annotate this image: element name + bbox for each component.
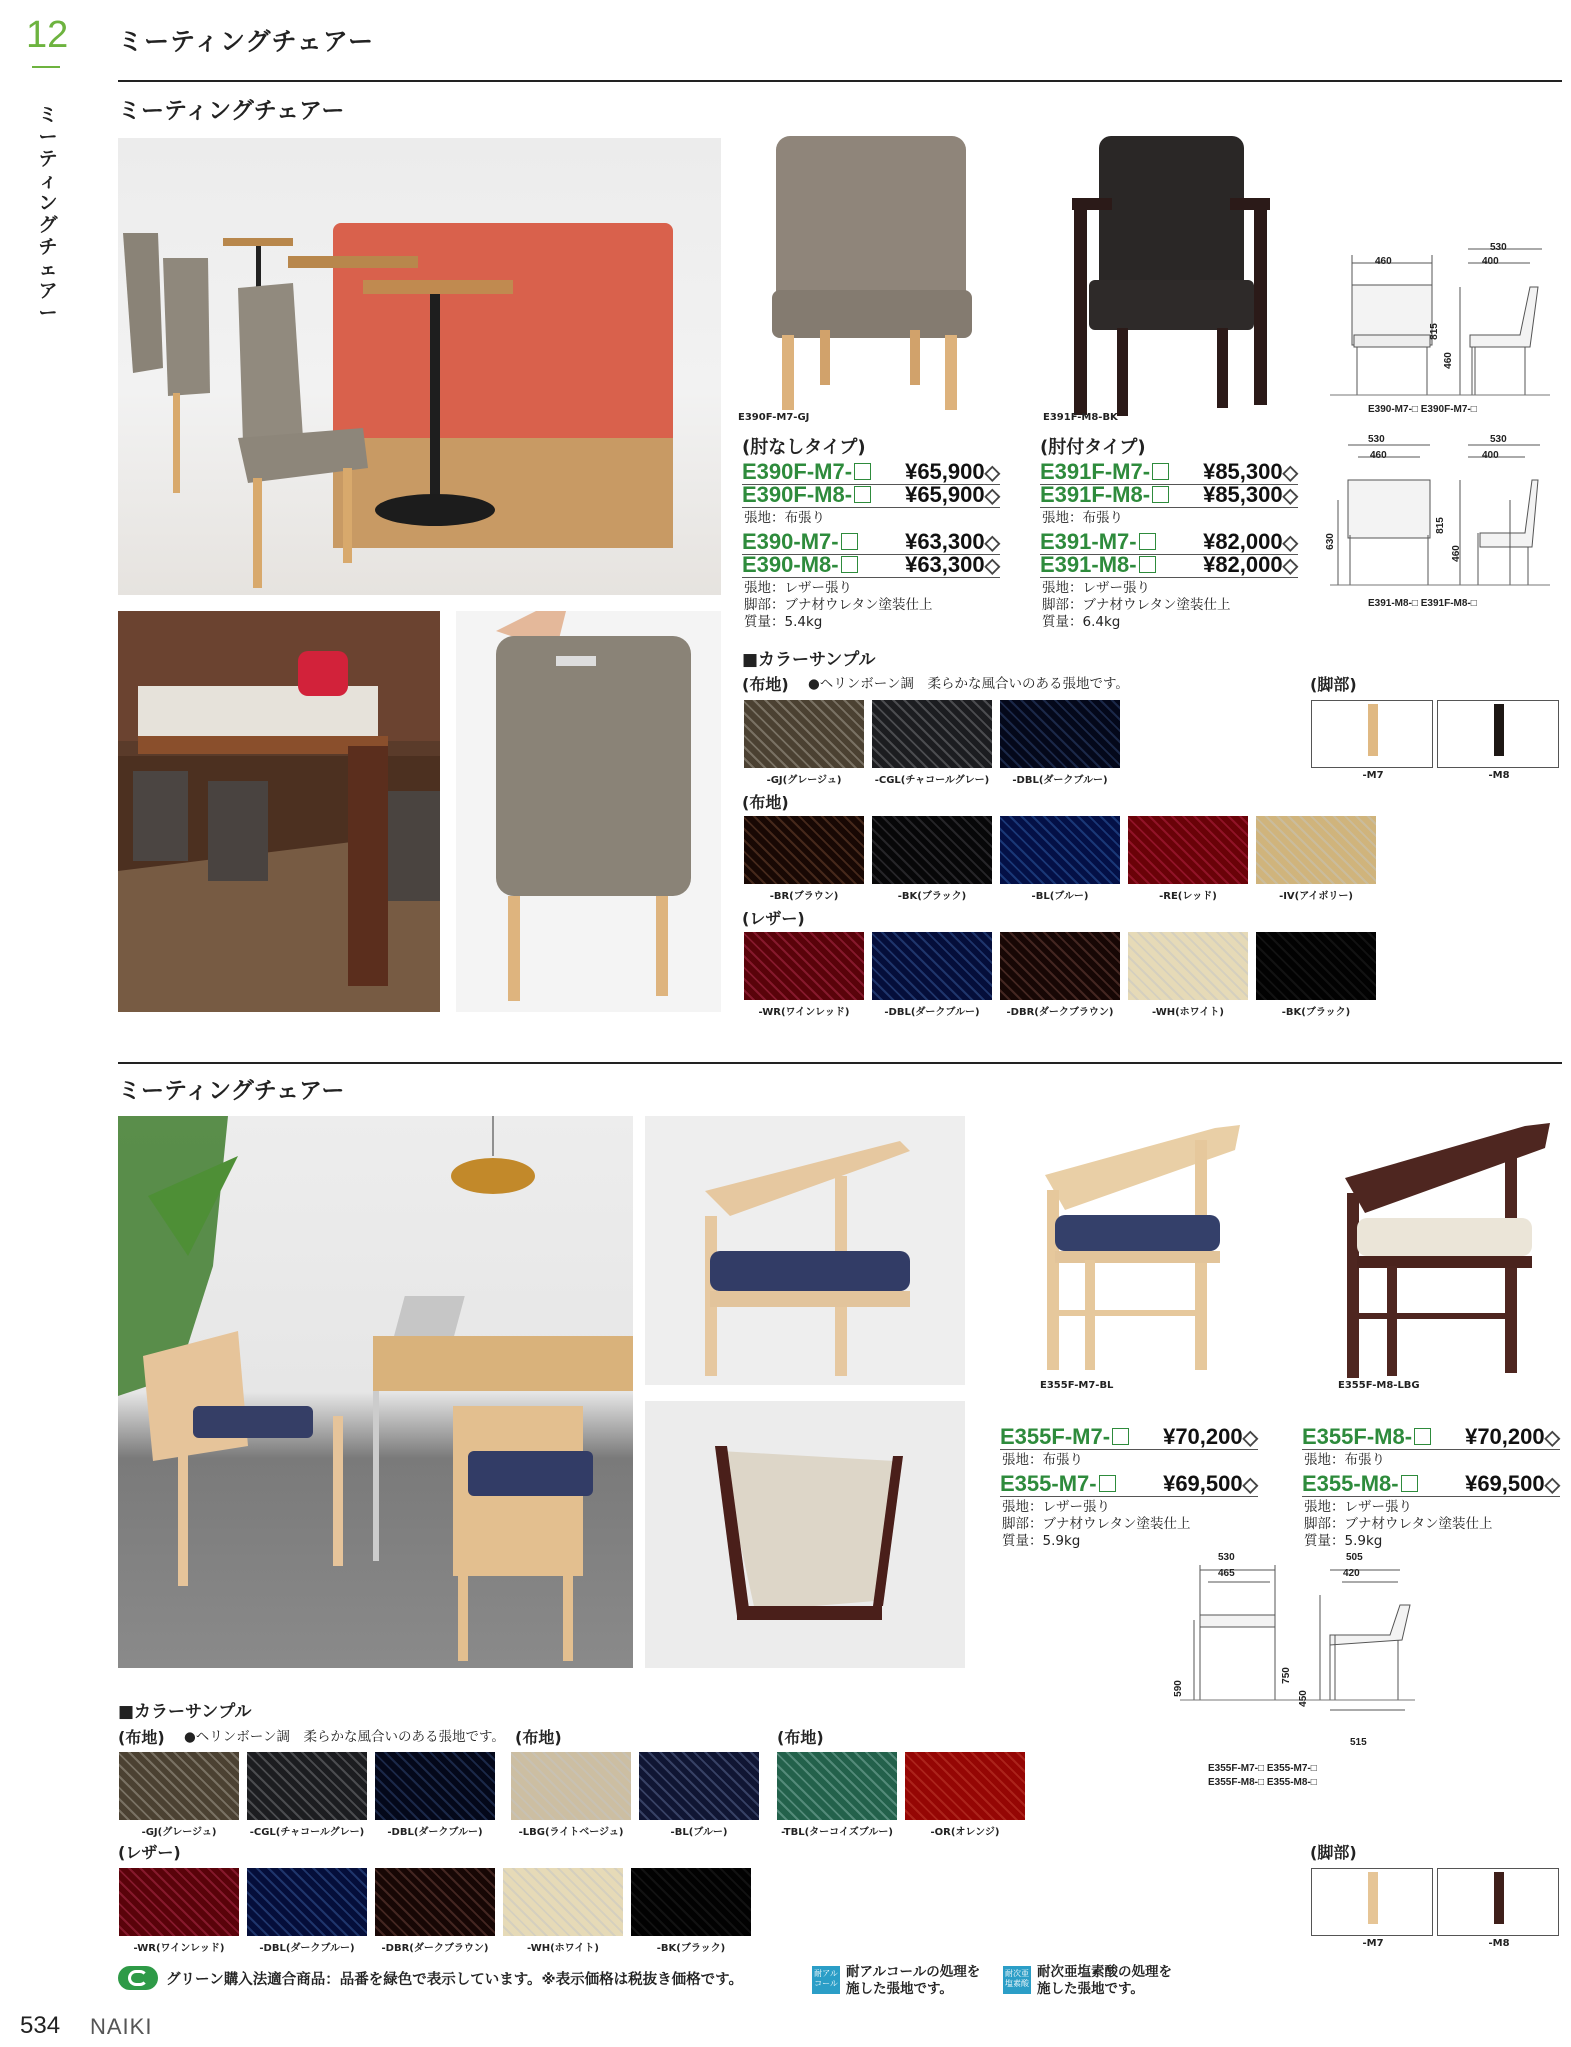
product-image-e390f [760,130,985,410]
color-swatch [872,932,992,1000]
page-number: 534 [20,2012,61,2039]
color-swatch [1000,932,1120,1000]
swatch-label: -WH(ホワイト) [527,1943,599,1954]
swatch-label: -DBL(ダークブルー) [1012,775,1108,786]
price-line: E355F-M7- ¥70,200◇ [1000,1424,1258,1449]
diagram-caption: E391-M8-□ E391F-M8-□ [1368,598,1477,609]
fabric-heading: (布地) [777,1728,824,1747]
color-swatch [119,1868,239,1936]
chair-top-detail-photo [645,1401,965,1668]
swatch-label: -CGL(チャコールグレー) [249,1827,365,1838]
price-line: E355F-M8- ¥70,200◇ [1302,1424,1560,1449]
alcohol-resistant-icon: 耐アル コール [812,1966,840,1994]
dimension-diagrams-1 [1320,235,1560,610]
material-note: 張地：布張り [1304,1452,1385,1468]
swatch-label: -GJ(グレージュ) [766,775,842,786]
diagram-caption: E355F-M7-□ E355-M7-□ [1208,1763,1317,1774]
color-swatch [1000,816,1120,884]
dim-label: 400 [1482,450,1499,461]
hypochlorous-resistant-note: 耐次亜塩素酸の処理を 施した張地です。 [1037,1964,1172,1997]
product-image-e355f-m7 [1035,1120,1245,1375]
leg-finish-sample [1311,1868,1433,1936]
swatch-label: -GJ(グレージュ) [141,1827,217,1838]
spec-note: 張地：レザー張り 脚部：ブナ材ウレタン塗装仕上 質量：5.4kg [744,580,933,630]
fabric-heading: (布地) [742,675,789,694]
dim-label: 460 [1442,352,1454,369]
swatch-label: -DBL(ダークブルー) [259,1943,355,1954]
price-line: E390F-M8- ¥65,900◇ [742,482,1000,507]
dim-label: 460 [1370,450,1387,461]
alcohol-resistant-note: 耐アルコールの処理を 施した張地です。 [846,1964,981,1997]
brand-name: NAIKI [90,2014,153,2039]
product-caption: E390F-M7-GJ [738,412,810,423]
color-swatch [639,1752,759,1820]
material-note: 張地：布張り [744,510,825,526]
swatch-label: -BL(ブルー) [1031,891,1089,902]
color-swatch [1128,816,1248,884]
swatch-label: -LBG(ライトベージュ) [518,1827,624,1838]
price-line: E391F-M8- ¥85,300◇ [1040,482,1298,507]
color-swatch [1000,700,1120,768]
dim-label: 530 [1218,1552,1235,1563]
swatch-label: -BK(ブラック) [1281,1007,1351,1018]
leg-label: -M8 [1488,1938,1510,1949]
fabric-heading: (布地) [515,1728,562,1747]
leather-heading: (レザー) [118,1843,181,1862]
color-swatch [1128,932,1248,1000]
hypochlorous-resistant-icon: 耐次亜 塩素酸 [1003,1966,1031,1994]
dim-label: 515 [1350,1737,1367,1748]
price-line: E391F-M7- ¥85,300◇ [1040,459,1298,484]
leg-label: -M8 [1488,770,1510,781]
dim-label: 815 [1428,323,1440,340]
color-swatch [631,1868,751,1936]
color-swatch [744,816,864,884]
price-line: E390F-M7- ¥65,900◇ [742,459,1000,484]
leg-label: -M7 [1362,1938,1384,1949]
dim-label: 465 [1218,1568,1235,1579]
swatch-label: -WH(ホワイト) [1152,1007,1224,1018]
leg-finish-sample [1437,700,1559,768]
chair-side-detail-photo [645,1116,965,1385]
color-sample-heading: ■カラーサンプル [118,1702,252,1722]
swatch-label: -TBL(ターコイズブルー) [781,1827,893,1838]
swatch-label: -DBL(ダークブルー) [387,1827,483,1838]
color-swatch [872,700,992,768]
material-note: 張地：布張り [1042,510,1123,526]
section1-title: ミーティングチェアー [118,98,345,124]
color-swatch [744,932,864,1000]
chapter-number: 12 [26,14,69,56]
lounge-scene-photo [118,138,721,595]
price-line: E355-M7- ¥69,500◇ [1000,1471,1258,1496]
legs-heading: (脚部) [1310,675,1357,694]
color-swatch [247,1752,367,1820]
swatch-label: -BL(ブルー) [670,1827,728,1838]
dim-label: 530 [1368,434,1385,445]
leg-swatch [1368,1872,1378,1924]
color-swatch [247,1868,367,1936]
office-desk-photo [118,611,440,1012]
product-caption: E355F-M7-BL [1040,1380,1114,1391]
color-swatch [905,1752,1025,1820]
leather-heading: (レザー) [742,909,805,928]
type-label-armless: (肘なしタイプ) [742,437,866,458]
price-line: E355-M8- ¥69,500◇ [1302,1471,1560,1496]
leg-label: -M7 [1362,770,1384,781]
color-swatch [375,1868,495,1936]
fabric-description: ●ヘリンボーン調 柔らかな風合いのある張地です。 [808,676,1129,692]
dim-label: 505 [1346,1552,1363,1563]
green-purchase-icon-mark [128,1970,148,1986]
material-note: 張地：布張り [1002,1452,1083,1468]
fabric-heading: (布地) [742,793,789,812]
dimension-diagram-2 [1170,1550,1420,1750]
chair-back-handle-photo [456,611,721,1012]
product-image-e391f [1062,130,1282,420]
leg-swatch [1494,704,1504,756]
dim-label: 590 [1172,1680,1184,1697]
color-sample-heading: ■カラーサンプル [742,650,876,670]
color-swatch [1256,932,1376,1000]
dim-label: 460 [1375,256,1392,267]
color-swatch [511,1752,631,1820]
fabric-heading: (布地) [118,1728,165,1747]
swatch-label: -RE(レッド) [1159,891,1217,902]
leg-finish-sample [1311,700,1433,768]
color-swatch [777,1752,897,1820]
product-caption: E391F-M8-BK [1043,412,1118,423]
section-rule [118,1062,1562,1064]
swatch-label: -IV(アイボリー) [1279,891,1353,902]
price-line: E390-M8- ¥63,300◇ [742,552,1000,577]
dim-label: 750 [1280,1667,1292,1684]
meeting-room-photo [118,1116,633,1668]
price-line: E391-M7- ¥82,000◇ [1040,529,1298,554]
diagram-caption: E390-M7-□ E390F-M7-□ [1368,404,1477,415]
dim-label: 530 [1490,434,1507,445]
swatch-label: -WR(ワインレッド) [133,1943,225,1954]
chapter-accent-line [32,66,60,68]
color-swatch [503,1868,623,1936]
leg-finish-sample [1437,1868,1559,1936]
product-image-e355f-m8 [1335,1118,1560,1380]
product-caption: E355F-M8-LBG [1338,1380,1420,1391]
swatch-label: -BR(ブラウン) [769,891,839,902]
leg-swatch [1494,1872,1504,1924]
dim-label: 450 [1297,1690,1309,1707]
swatch-label: -DBR(ダークブラウン) [381,1943,489,1954]
leg-swatch [1368,704,1378,756]
spec-note: 張地：レザー張り 脚部：ブナ材ウレタン塗装仕上 質量：6.4kg [1042,580,1231,630]
swatch-label: -WR(ワインレッド) [758,1007,850,1018]
dim-label: 420 [1343,1568,1360,1579]
section-rule [118,80,1562,82]
green-purchase-note: グリーン購入法適合商品：品番を緑色で表示しています。※表示価格は税抜き価格です。 [166,1972,743,1988]
dim-label: 460 [1450,545,1462,562]
swatch-label: -DBL(ダークブルー) [884,1007,980,1018]
legs-heading: (脚部) [1310,1843,1357,1862]
type-label-arm: (肘付タイプ) [1040,437,1146,458]
price-line: E391-M8- ¥82,000◇ [1040,552,1298,577]
dim-label: 630 [1324,533,1336,550]
swatch-label: -OR(オレンジ) [930,1827,1000,1838]
color-swatch [119,1752,239,1820]
chapter-label: ミーティングチェアー [38,104,58,324]
dim-label: 400 [1482,256,1499,267]
page-title: ミーティングチェアー [118,27,375,56]
diagram-caption: E355F-M8-□ E355-M8-□ [1208,1777,1317,1788]
dim-label: 815 [1434,517,1446,534]
color-swatch [375,1752,495,1820]
section2-title: ミーティングチェアー [118,1078,345,1104]
spec-note: 張地：レザー張り 脚部：ブナ材ウレタン塗装仕上 質量：5.9kg [1304,1499,1493,1549]
color-swatch [872,816,992,884]
color-swatch [744,700,864,768]
price-line: E390-M7- ¥63,300◇ [742,529,1000,554]
swatch-label: -BK(ブラック) [656,1943,726,1954]
swatch-label: -DBR(ダークブラウン) [1006,1007,1114,1018]
spec-note: 張地：レザー張り 脚部：ブナ材ウレタン塗装仕上 質量：5.9kg [1002,1499,1191,1549]
fabric-description: ●ヘリンボーン調 柔らかな風合いのある張地です。 [184,1729,505,1745]
swatch-label: -BK(ブラック) [897,891,967,902]
color-swatch [1256,816,1376,884]
swatch-label: -CGL(チャコールグレー) [874,775,990,786]
dim-label: 530 [1490,242,1507,253]
